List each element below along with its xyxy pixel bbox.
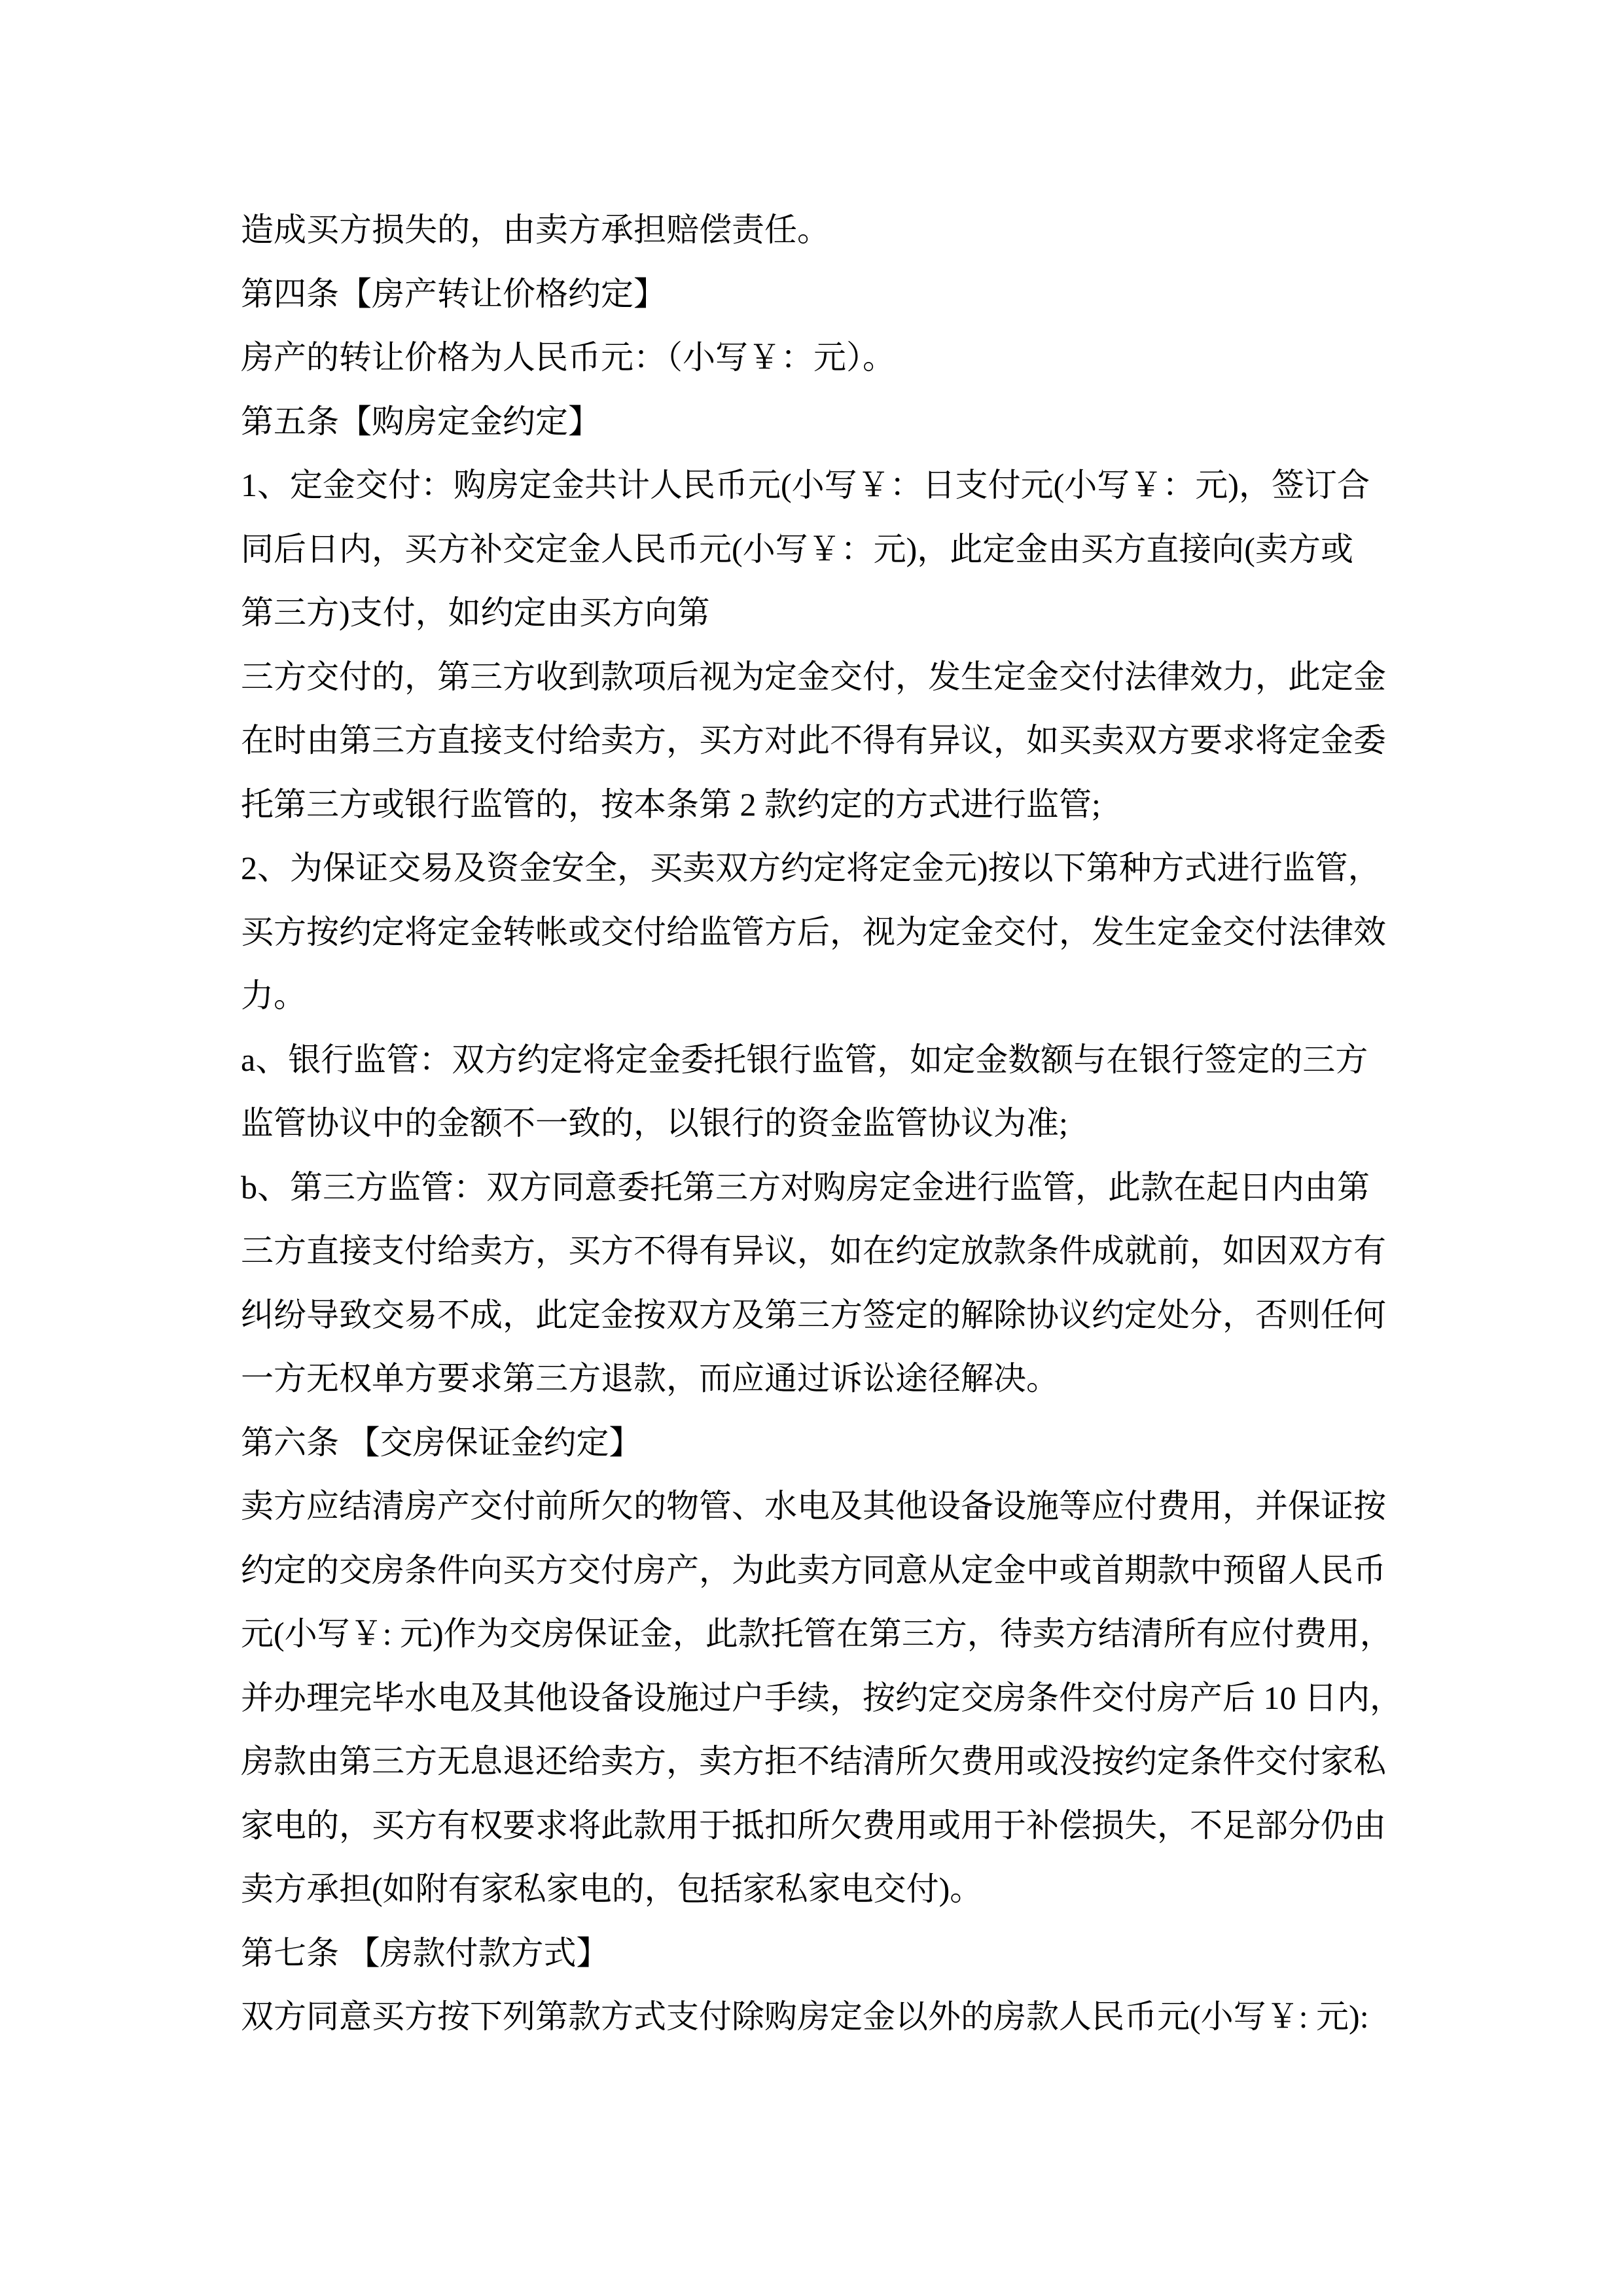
paragraph-line: 纠纷导致交易不成，此定金按双方及第三方签定的解除协议约定处分，否则任何 xyxy=(241,1296,1386,1333)
paragraph-line: 一方无权单方要求第三方退款，而应通过诉讼途径解决。 xyxy=(241,1360,1059,1397)
paragraph-line: 同后日内，买方补交定金人民币元(小写￥：元)，此定金由买方直接向(卖方或 xyxy=(241,530,1353,567)
paragraph-line: 房产的转让价格为人民币元：（小写￥：元）。 xyxy=(241,339,895,376)
paragraph-line: 第三方)支付，如约定由买方向第 xyxy=(241,594,710,631)
paragraph-line: 元(小写￥: 元)作为交房保证金，此款托管在第三方，待卖方结清所有应付费用， xyxy=(241,1615,1393,1652)
section-heading: 第四条【房产转让价格约定】 xyxy=(241,275,666,312)
paragraph-line: 在时由第三方直接支付给卖方，买方对此不得有异议，如买卖双方要求将定金委 xyxy=(241,722,1386,759)
paragraph-line: 1、定金交付：购房定金共计人民币元(小写￥：日支付元(小写￥：元)，签订合 xyxy=(241,467,1370,503)
paragraph-line: b、第三方监管：双方同意委托第三方对购房定金进行监管，此款在起日内由第 xyxy=(241,1168,1370,1206)
paragraph-line: 家电的，买方有权要求将此款用于抵扣所欠费用或用于补偿损失，不足部分仍由 xyxy=(241,1806,1386,1844)
paragraph-line: 力。 xyxy=(241,977,306,1014)
paragraph-line: 托第三方或银行监管的，按本条第 2 款约定的方式进行监管; xyxy=(241,785,1101,823)
section-heading: 第六条 【交房保证金约定】 xyxy=(241,1424,642,1461)
contract-text-block xyxy=(241,198,1419,2049)
section-heading: 第五条【购房定金约定】 xyxy=(241,403,601,440)
section-heading: 第七条 【房款付款方式】 xyxy=(241,1934,609,1971)
paragraph-line: 三方直接支付给卖方，买方不得有异议，如在约定放款条件成就前，如因双方有 xyxy=(241,1232,1386,1269)
paragraph-line: 2、为保证交易及资金安全，买卖双方约定将定金元)按以下第种方式进行监管， xyxy=(241,850,1381,886)
paragraph-line: 买方按约定将定金转帐或交付给监管方后，视为定金交付，发生定金交付法律效 xyxy=(241,913,1386,950)
paragraph-line: 双方同意买方按下列第款方式支付除购房定金以外的房款人民币元(小写￥: 元): xyxy=(241,1998,1369,2035)
paragraph-line: 约定的交房条件向买方交付房产，为此卖方同意从定金中或首期款中预留人民币 xyxy=(241,1551,1386,1588)
paragraph-line: a、银行监管：双方约定将定金委托银行监管，如定金数额与在银行签定的三方 xyxy=(241,1041,1368,1078)
paragraph-line: 卖方应结清房产交付前所欠的物管、水电及其他设备设施等应付费用，并保证按 xyxy=(241,1488,1386,1524)
paragraph-line: 卖方承担(如附有家私家电的，包括家私家电交付)。 xyxy=(241,1871,983,1907)
paragraph-line: 监管协议中的金额不一致的，以银行的资金监管协议为准; xyxy=(241,1105,1068,1141)
paragraph-line: 造成买方损失的，由卖方承担赔偿责任。 xyxy=(241,211,830,248)
paragraph-line: 三方交付的，第三方收到款项后视为定金交付，发生定金交付法律效力，此定金 xyxy=(241,658,1386,695)
paragraph-line: 房款由第三方无息退还给卖方，卖方拒不结清所欠费用或没按约定条件交付家私 xyxy=(241,1743,1386,1780)
paragraph-line: 并办理完毕水电及其他设备设施过户手续，按约定交房条件交付房产后 10 日内， xyxy=(241,1679,1402,1716)
